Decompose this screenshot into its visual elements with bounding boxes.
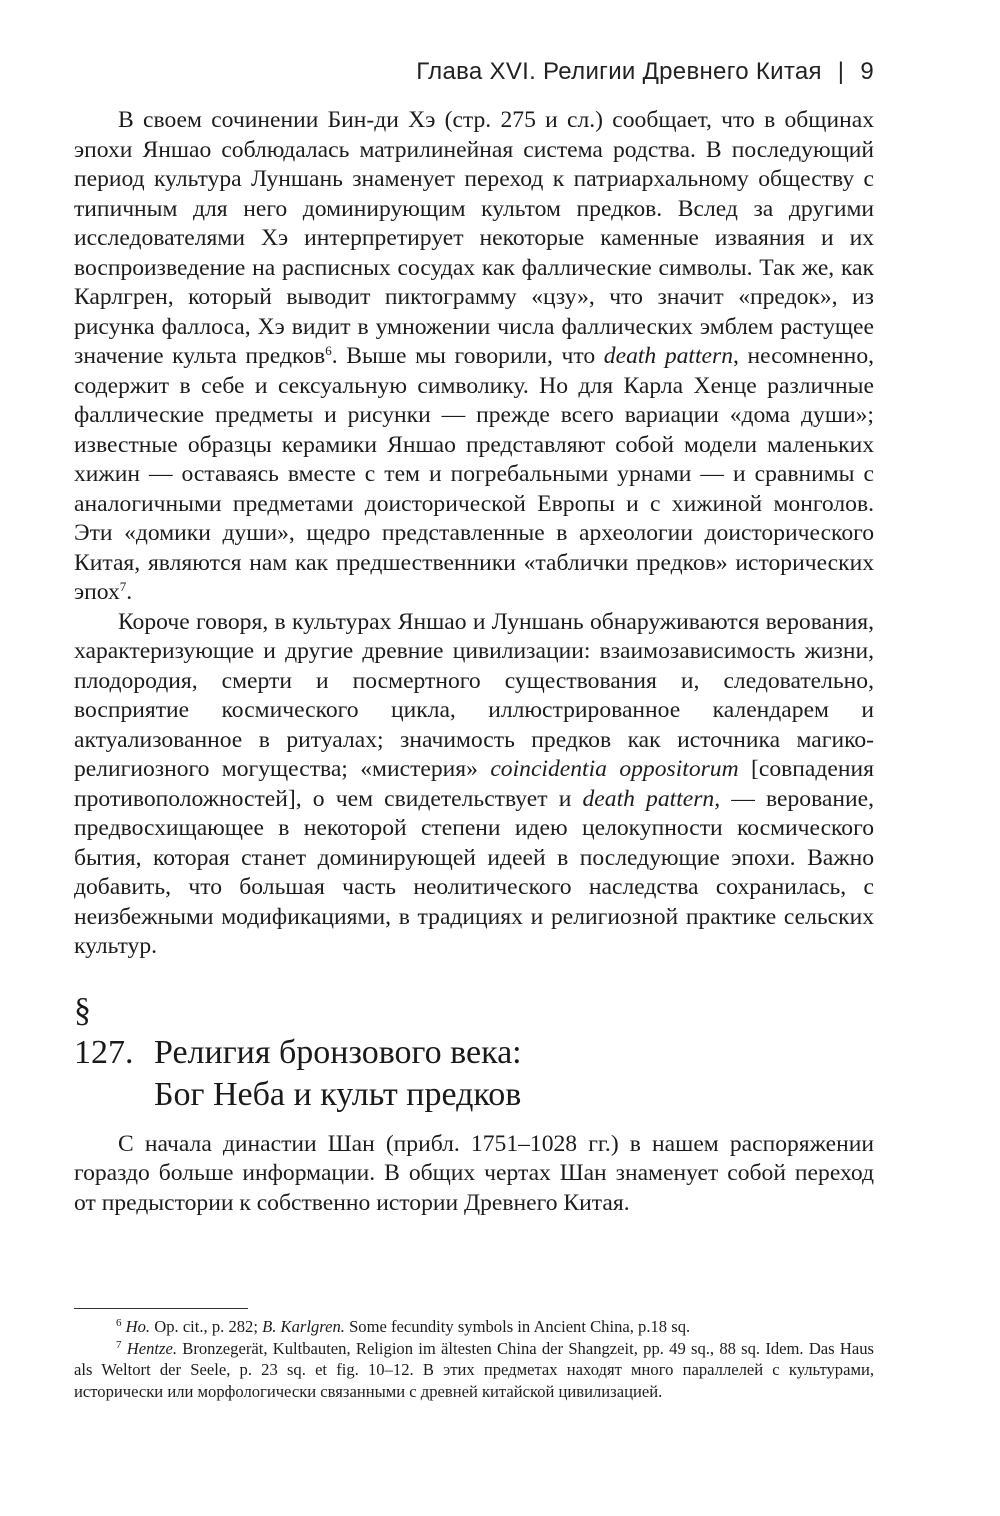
text-run: Op. cit., p. 282; [150,1317,263,1336]
footnote-mark: 7 [116,1338,122,1351]
text-run: . [126,579,133,605]
section-title-line-1: Религия бронзового века: [154,1033,522,1071]
main-text [74,106,874,1218]
footnote-7 [74,1338,874,1403]
header-separator: | [837,58,845,85]
author-name: Ho. [125,1317,151,1336]
section-paragraph: С начала династии Шан (прибл. 1751–1028 гг.) в нашем распоряжении гораздо больше информации. В общих чертах Шан знаменует собой переход от предыстории к собственно истории Древнего Китая. [74,1130,874,1216]
text-run: Some fecundity symbols in Ancient China, p.18 sq. [344,1317,691,1336]
italic-term: death pattern [603,343,733,369]
text-run: В своем сочинении Бин-ди Хэ (стр. 275 и сл.) сообщает, что в общинах эпохи Яншао соблюдалась матрилинейная система родства. В последующий период культура Луншань знаменует переход к патриархальному обществу с типичным для него доминирующим культом предков. Вслед за другими исследователями Хэ интерпретирует некоторые каменные изваяния и их воспроизведение на расписных сосудах как фаллические символы. Так же, как Карлгрен, который выводит пиктограмму «цзу», что значит «предок», из рисунка фаллоса, Хэ видит в умножении числа фаллических эмблем растущее значение культа предков [74,107,874,369]
italic-term: death pattern, [582,785,721,812]
footnote-mark: 6 [116,1317,122,1329]
footnote-ref-7: 7 [119,579,127,594]
text-run: — верование, предвосхищающее в некоторой степени идею целокупности космического бытия, которая станет доминирующей идеей в последующие эпохи. Важно добавить, что большая часть неолитического наследства сохранилась, с неизбежными модификациями, в традициях и религиозной практике сельских культур. [74,785,874,959]
chapter-title: Глава XVI. Религии Древнего Китая [416,58,822,85]
section-title-line-2: Бог Неба и культ предков [154,1075,522,1113]
section-heading [74,990,874,1116]
author-name: Hentze. [126,1338,177,1358]
paragraph-1 [74,106,874,608]
italic-term: coincidentia oppositorum [490,756,739,782]
author-name: B. Karlgren. [262,1317,345,1336]
text-run: , несомненно, содержит в себе и сексуальную символику. Но для Карла Хенце различные фаллические предметы и рисунки — прежде всего вариации «дома души»; известные образцы керамики Яншао представляют собой модели маленьких хижин — оставаясь вместе с тем и погребальными урнами — и сравнимы с аналогичными предметами доисторической Европы и с хижиной монголов. Эти «домики души», щедро представленные в археологии доисторического Китая, являются нам как предшественники «таблички предков» исторических эпох [74,343,875,605]
paragraph-2 [74,608,874,962]
text-run: . Выше мы говорили, что [331,343,604,369]
text-run: [совпадения противоположностей], о чем свидетельствует и [74,756,874,812]
running-header [0,56,874,88]
footnote-ref-6: 6 [325,343,332,358]
text-run: Bronzegerät, Kultbauten, Religion im ältesten China der Shangzeit, pp. 49 sq., 88 sq. Idem. Das Haus als Weltort der Seele, p. 23 sq. et fig. 10–12. В этих предметах находят много параллелей с культурами, исторически или морфологически связанными с древней китайской цивилизацией. [74,1338,874,1401]
page-number: 9 [860,58,874,85]
footnotes [74,1316,874,1402]
section-number: § 127. [74,991,134,1071]
footnote-rule [74,1308,248,1309]
text-run: Короче говоря, в культурах Яншао и Луншань обнаруживаются верования, характеризующие и другие древние цивилизации: взаимозависимость жизни, плодородия, смерти и посмертного существования и, следовательно, восприятие космического цикла, иллюстрированное календарем и актуализованное в ритуалах; значимость предков как источника магико-религиозного могущества; «мистерия» [74,608,874,782]
footnote-6 [74,1316,874,1338]
